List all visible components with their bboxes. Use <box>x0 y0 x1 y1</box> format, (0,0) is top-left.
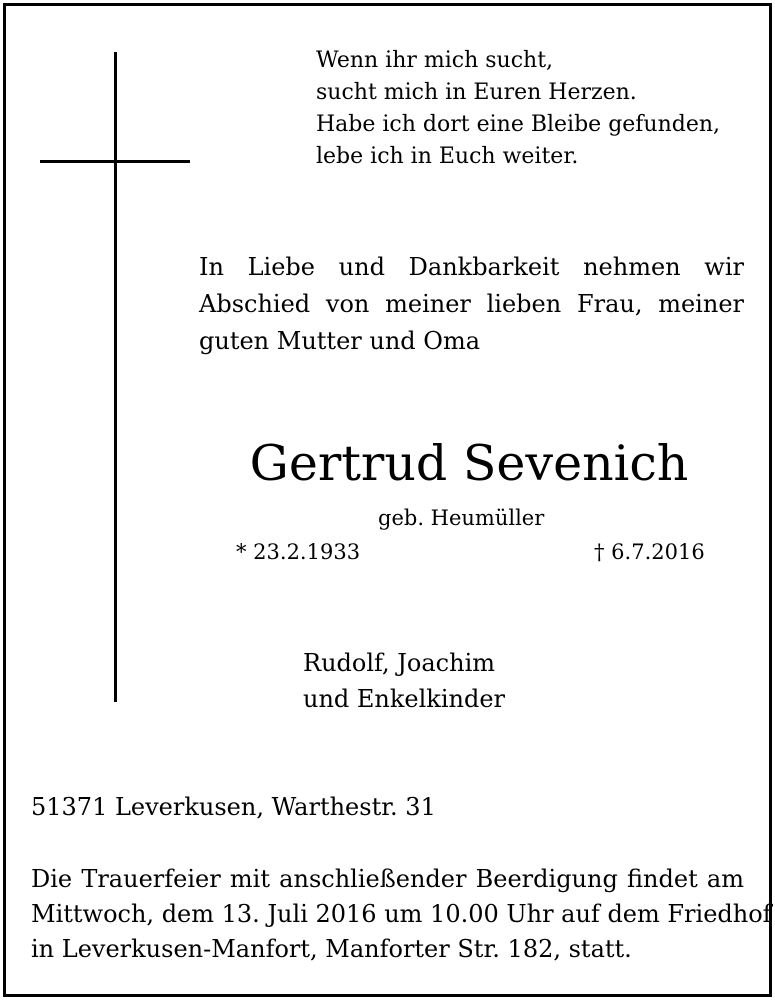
service-line: Mittwoch, dem 13. Juli 2016 um 10.00 Uhr auf dem Friedhof <box>31 900 772 928</box>
poem-line: Wenn ihr mich sucht, <box>316 48 554 73</box>
deceased-name: Gertrud Sevenich <box>249 435 689 492</box>
poem <box>316 45 720 173</box>
intro-line: guten Mutter und Oma <box>199 327 481 355</box>
address: 51371 Leverkusen, Warthestr. 31 <box>31 793 436 821</box>
intro-line: Abschied von meiner lieben Frau, meiner <box>199 290 744 318</box>
cross-horizontal-bar <box>40 160 190 163</box>
intro-line: In Liebe und Dankbarkeit nehmen wir <box>199 253 744 281</box>
service-line: in Leverkusen-Manfort, Manforter Str. 182, statt. <box>31 935 632 963</box>
cross-vertical-bar <box>114 52 117 702</box>
mourner-line: Rudolf, Joachim <box>303 649 496 677</box>
funeral-service-text <box>31 862 772 967</box>
poem-line: sucht mich in Euren Herzen. <box>316 80 637 105</box>
poem-line: lebe ich in Euch weiter. <box>316 144 579 169</box>
maiden-name: geb. Heumüller <box>378 506 545 530</box>
mourners <box>303 645 505 717</box>
service-line: Die Trauerfeier mit anschließender Beerdigung findet am <box>31 865 744 893</box>
poem-line: Habe ich dort eine Bleibe gefunden, <box>316 112 721 137</box>
birth-date: * 23.2.1933 <box>236 540 361 564</box>
intro-text <box>199 249 744 360</box>
mourner-line: und Enkelkinder <box>303 685 506 713</box>
death-date: † 6.7.2016 <box>594 540 705 564</box>
